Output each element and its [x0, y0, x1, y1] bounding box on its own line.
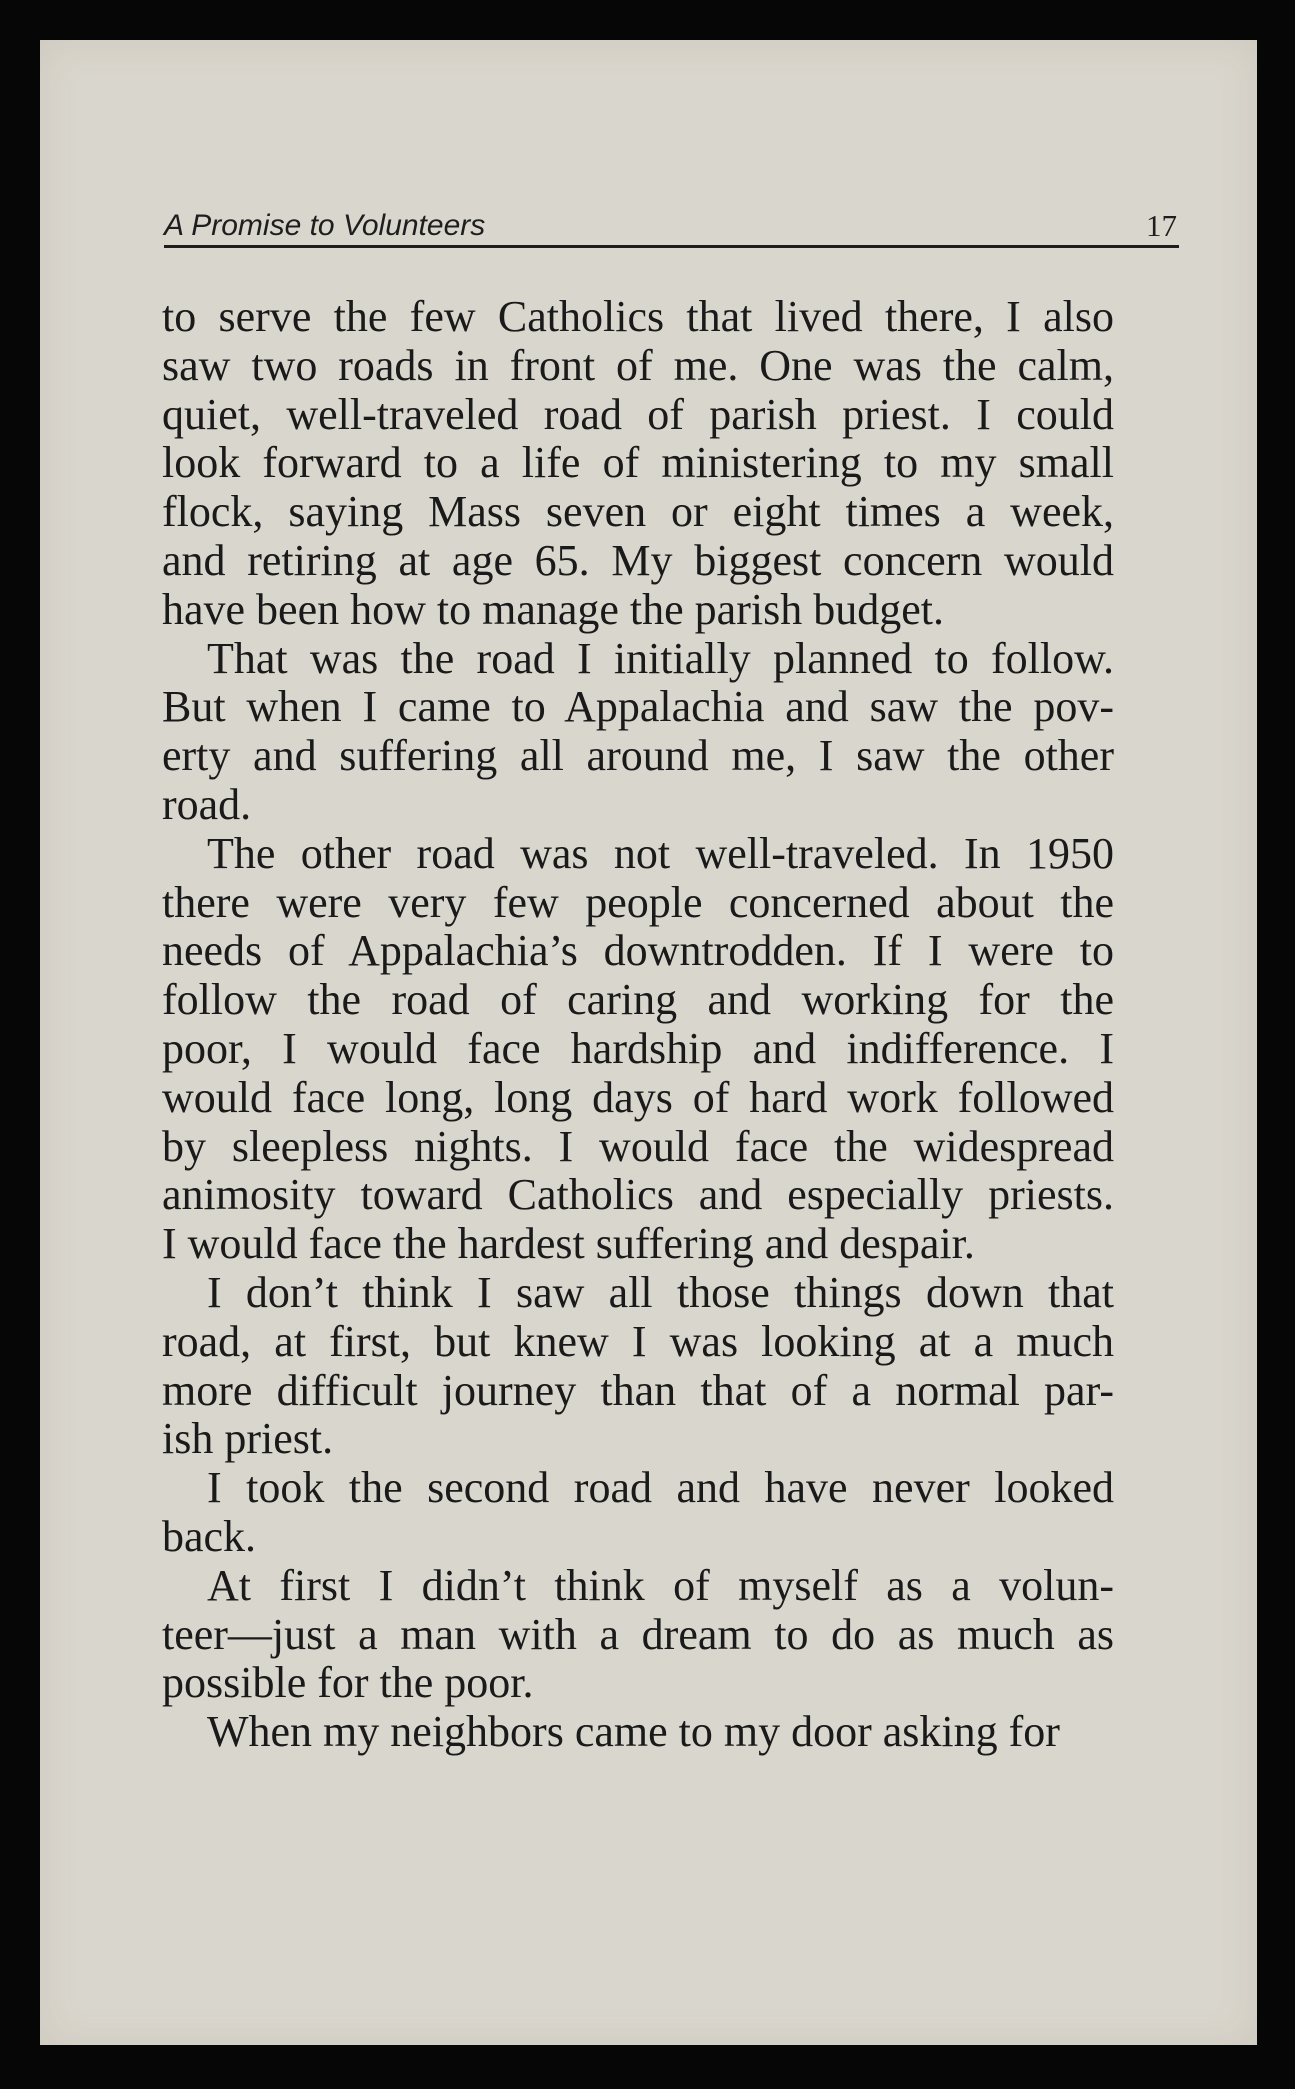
text-line: I would face the hardest suffering and despair. [162, 1219, 975, 1269]
text-line: needs of Appalachia’s downtrodden. If I were to [162, 926, 1114, 976]
text-line: quiet, well-traveled road of parish priest. I could [162, 389, 1114, 439]
page-number: 17 [1146, 208, 1177, 243]
text-line: erty and suffering all around me, I saw the other [162, 731, 1114, 781]
text-line: to serve the few Catholics that lived there, I also [162, 292, 1114, 341]
text-line: ish priest. [162, 1414, 334, 1464]
text-line: follow the road of caring and working for the [162, 975, 1114, 1025]
text-line: and retiring at age 65. My biggest concern would [162, 535, 1114, 585]
text-line: animosity toward Catholics and especially priests. [162, 1170, 1114, 1220]
text-line: I took the second road and have never looked [207, 1463, 1114, 1513]
running-head-title: A Promise to Volunteers [164, 209, 486, 242]
text-line: possible for the poor. [162, 1658, 534, 1708]
text-line: teer—just a man with a dream to do as much as [162, 1609, 1114, 1659]
text-line: The other road was not well-traveled. In 1950 [207, 828, 1114, 878]
text-line: road. [162, 779, 252, 829]
text-line: poor, I would face hardship and indifference. I [162, 1023, 1114, 1073]
running-head [164, 205, 1179, 248]
text-line: by sleepless nights. I would face the widespread [162, 1121, 1114, 1171]
text-line: back. [162, 1511, 257, 1561]
text-line: At first I didn’t think of myself as a volun- [207, 1560, 1114, 1610]
text-line: flock, saying Mass seven or eight times a week, [162, 487, 1114, 537]
text-line: That was the road I initially planned to follow. [207, 633, 1114, 683]
text-line: would face long, long days of hard work followed [162, 1072, 1114, 1122]
text-line: But when I came to Appalachia and saw the pov- [162, 682, 1114, 732]
body-text [162, 293, 1114, 1757]
text-line: I don’t think I saw all those things down that [207, 1267, 1114, 1317]
text-line: there were very few people concerned about the [162, 877, 1114, 927]
text-line: have been how to manage the parish budget. [162, 584, 944, 634]
text-line: saw two roads in front of me. One was the calm, [162, 340, 1114, 390]
text-line: road, at first, but knew I was looking at a much [162, 1316, 1114, 1366]
text-line: When my neighbors came to my door asking for [207, 1707, 1060, 1757]
text-line: look forward to a life of ministering to my small [162, 438, 1114, 488]
text-line: more difficult journey than that of a normal par- [162, 1365, 1114, 1415]
